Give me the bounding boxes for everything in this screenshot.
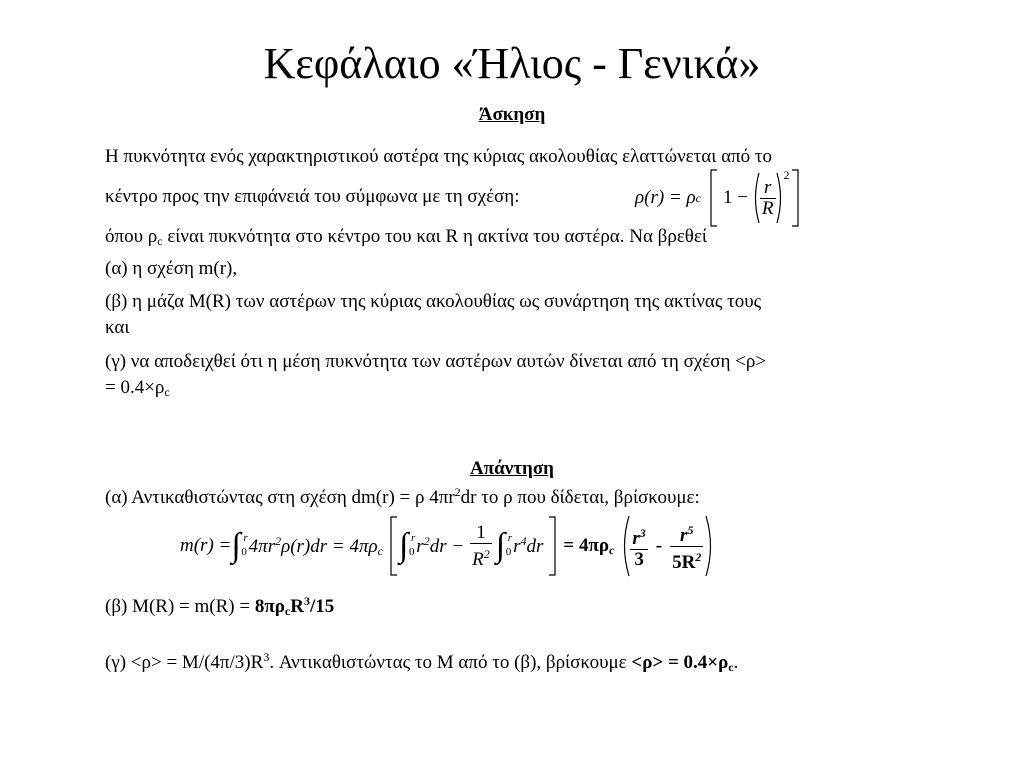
- exercise-line-2: κέντρο προς την επιφάνειά του σύμφωνα με τη σχέση:: [105, 186, 520, 207]
- eq-f1-num-sup: 3: [639, 525, 646, 540]
- eq-term3-b: dr: [526, 536, 544, 557]
- eq-f2-den: [670, 547, 703, 573]
- density-formula: [635, 168, 800, 228]
- int2-upper: r: [410, 532, 416, 544]
- formula-one-minus: 1 −: [722, 187, 748, 208]
- eq-term3-sup: 4: [520, 534, 527, 548]
- eq-sign: = 4πρ: [563, 534, 610, 556]
- eq-fraction: [470, 523, 492, 570]
- answer-c-sub: c: [728, 660, 734, 674]
- eq-f2-den-a: 5R: [672, 551, 696, 573]
- eq-rho-sub2: c: [609, 542, 615, 557]
- answer-b-bold3: /15: [309, 596, 335, 617]
- right-square-bracket: [790, 169, 800, 227]
- int3-upper: r: [507, 532, 513, 544]
- eq-minus: -: [655, 535, 663, 556]
- int3-lower: 0: [505, 546, 512, 558]
- mass-equation: [180, 514, 715, 578]
- eq-term3: [513, 534, 543, 558]
- eq-f2-den-sup: 2: [695, 549, 702, 564]
- eq-frac-num: 1: [470, 523, 492, 544]
- answer-a-sup: 2: [454, 485, 461, 499]
- eq-right-paren: [705, 515, 715, 577]
- exercise-line-1: Η πυκνότητα ενός χαρακτηριστικού αστέρα της κύριας ακολουθίας ελαττώνεται από το: [105, 146, 773, 167]
- item-b-line-1: (β) η μάζα M(R) των αστέρων της κύριας ακολουθίας ως συνάρτηση της ακτίνας τους: [105, 291, 762, 312]
- eq-term2: [416, 534, 464, 558]
- eq-left-paren: [620, 515, 630, 577]
- eq-term1-sup: 2: [275, 533, 282, 548]
- integral-sign-1: ∫ r 0: [231, 529, 240, 563]
- eq-rho-sub: c: [377, 543, 383, 558]
- eq-frac-den: [470, 544, 492, 570]
- line3-sub: c: [157, 234, 163, 248]
- eq-term1: [249, 534, 383, 559]
- answer-c-line: [105, 650, 738, 675]
- answer-b-bold2: R: [290, 596, 304, 617]
- item-c-line-2: [105, 377, 170, 400]
- line3-pre: όπου ρ: [105, 226, 158, 247]
- eq-term1-a: 4πr: [248, 535, 276, 557]
- page-title: Κεφάλαιο «Ήλιος - Γενικά»: [263, 39, 761, 88]
- item-c-2-sub: c: [164, 385, 170, 399]
- item-c-line-1: (γ) να αποδειχθεί ότι η μέση πυκνότητα των αστέρων αυτών δίνεται από τη σχέση <ρ>: [105, 351, 767, 372]
- eq-result-frac-1: [630, 523, 647, 570]
- eq-frac-den-sup: 2: [483, 546, 490, 561]
- eq-right-bracket: [547, 516, 557, 576]
- formula-fraction: [760, 178, 776, 219]
- integral-sign-2: ∫ r 0: [399, 529, 408, 563]
- int2-lower: 0: [408, 546, 415, 558]
- answer-a-line: [105, 485, 700, 509]
- eq-f1-den: 3: [634, 548, 644, 570]
- answer-c-sup: 3: [263, 650, 270, 664]
- exercise-heading: Άσκηση: [478, 104, 546, 125]
- exercise-line-3: [105, 226, 707, 249]
- answer-b-pre: (β) M(R) = m(R) =: [105, 596, 255, 617]
- eq-term3-a: r: [513, 536, 521, 557]
- answer-c-end: .: [733, 652, 739, 673]
- formula-denominator: R: [761, 197, 774, 219]
- integral-sign-3: ∫ r 0: [496, 529, 505, 563]
- answer-b-sub: c: [284, 604, 291, 618]
- formula-lhs: ρ(r) = ρ: [635, 187, 696, 208]
- eq-f2-num: [670, 520, 703, 547]
- line3-post: είναι πυκνότητα στο κέντρο του και R η ακτίνα του αστέρα. Να βρεθεί: [162, 226, 708, 247]
- answer-a-pre: (α) Αντικαθιστώντας στη σχέση dm(r) = ρ 4πr: [105, 487, 455, 508]
- int1-lower: 0: [241, 546, 247, 558]
- right-paren: [776, 172, 784, 224]
- eq-left-bracket: [389, 516, 399, 576]
- answer-a-post: dr το ρ που δίδεται, βρίσκουμε:: [460, 487, 700, 508]
- eq-term2-a: r: [416, 536, 424, 557]
- eq-result-prefix: [563, 535, 614, 558]
- left-paren: [752, 172, 760, 224]
- eq-frac-den-a: R: [472, 548, 484, 570]
- int1-upper: r: [243, 532, 248, 544]
- answer-heading: Απάντηση: [470, 458, 554, 479]
- eq-f1-num: [630, 523, 647, 550]
- eq-term2-b: dr −: [429, 536, 465, 557]
- formula-exponent: 2: [783, 168, 790, 182]
- eq-f2-num-a: r: [680, 524, 688, 546]
- item-b-line-2: και: [105, 317, 130, 338]
- answer-b-sup: 3: [303, 594, 310, 608]
- eq-term1-b: ρ(r)dr = 4πρ: [281, 535, 378, 557]
- answer-c-mid: . Αντικαθιστώντας το M από το (β), βρίσκουμε: [269, 652, 632, 673]
- answer-b-line: [105, 594, 334, 619]
- formula-lhs-sub: c: [695, 190, 701, 205]
- answer-c-pre: (γ) <ρ> = M/(4π/3)R: [105, 652, 264, 673]
- eq-lhs: m(r) =: [180, 535, 232, 556]
- item-a: (α) η σχέση m(r),: [105, 258, 238, 279]
- formula-numerator: r: [760, 178, 776, 199]
- eq-f1-num-a: r: [632, 527, 640, 549]
- answer-c-bold: <ρ> = 0.4×ρ: [631, 652, 729, 673]
- eq-term2-sup: 2: [423, 534, 430, 548]
- eq-f2-num-sup: 5: [687, 522, 694, 537]
- answer-b-bold: 8πρ: [254, 596, 285, 617]
- eq-result-frac-2: [670, 520, 703, 573]
- item-c-2-pre: = 0.4×ρ: [105, 377, 165, 398]
- left-square-bracket: [709, 169, 719, 227]
